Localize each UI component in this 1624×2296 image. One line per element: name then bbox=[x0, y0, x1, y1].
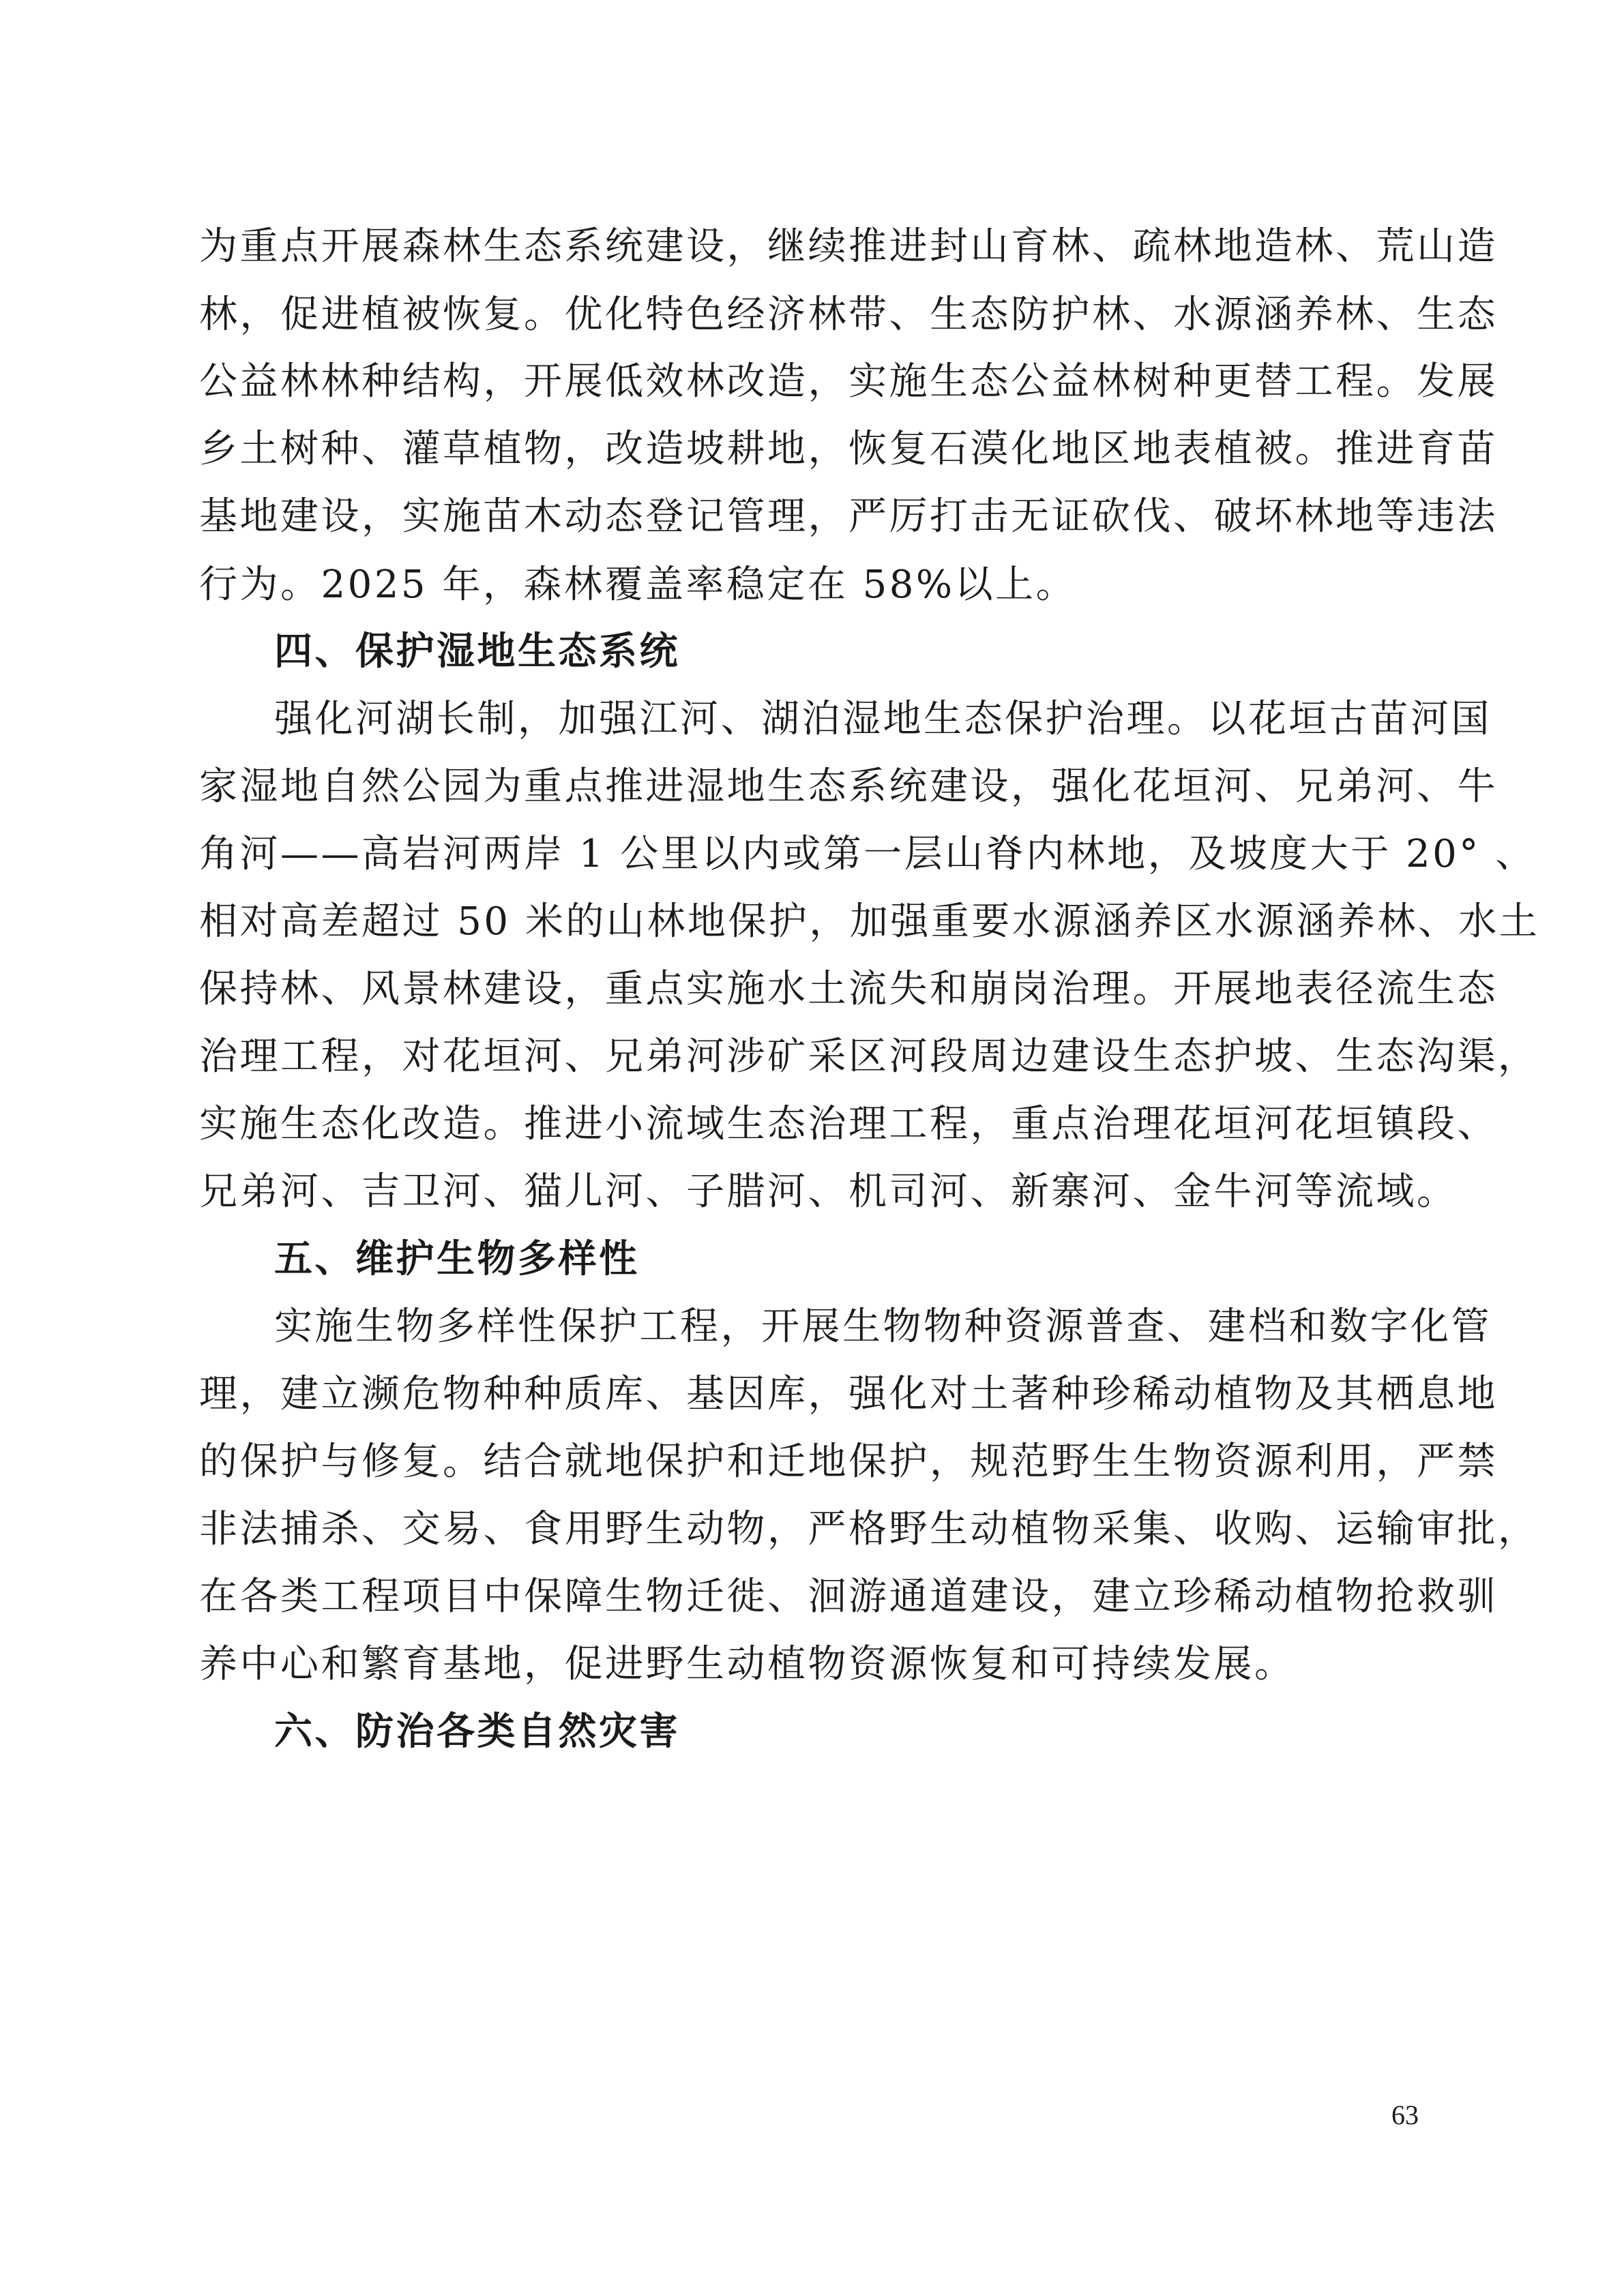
section-4-line-8: 兄弟河、吉卫河、猫儿河、子腊河、机司河、新寨河、金牛河等流域。 bbox=[199, 1169, 1458, 1214]
section-4-line-5: 保持林、风景林建设，重点实施水土流失和崩岗治理。开展地表径流生态 bbox=[199, 967, 1498, 1011]
section-5-line-3: 的保护与修复。结合就地保护和迁地保护，规范野生生物资源利用，严禁 bbox=[199, 1440, 1498, 1484]
section-5-heading: 五、维护生物多样性 bbox=[274, 1237, 640, 1281]
paragraph-1-line-3: 公益林林种结构，开展低效林改造，实施生态公益林树种更替工程。发展 bbox=[199, 359, 1498, 404]
section-4-line-1: 强化河湖长制，加强江河、湖泊湿地生态保护治理。以花垣古苗河国 bbox=[274, 697, 1492, 741]
paragraph-1-line-2: 林，促进植被恢复。优化特色经济林带、生态防护林、水源涵养林、生态 bbox=[199, 293, 1498, 337]
section-4-line-2: 家湿地自然公园为重点推进湿地生态系统建设，强化花垣河、兄弟河、牛 bbox=[199, 764, 1498, 809]
section-5-line-5: 在各类工程项目中保障生物迁徙、洄游通道建设，建立珍稀动植物抢救驯 bbox=[199, 1575, 1498, 1619]
section-6-heading: 六、防治各类自然灾害 bbox=[274, 1710, 680, 1754]
paragraph-1-line-5: 基地建设，实施苗木动态登记管理，严厉打击无证砍伐、破坏林地等违法 bbox=[199, 494, 1498, 539]
paragraph-1-line-6: 行为。2025 年，森林覆盖率稳定在 58%以上。 bbox=[199, 563, 1077, 607]
paragraph-1-line-4: 乡土树种、灌草植物，改造坡耕地，恢复石漠化地区地表植被。推进育苗 bbox=[199, 427, 1498, 471]
section-4-line-6: 治理工程，对花垣河、兄弟河涉矿采区河段周边建设生态护坡、生态沟渠， bbox=[199, 1034, 1539, 1079]
section-5-line-1: 实施生物多样性保护工程，开展生物物种资源普查、建档和数字化管 bbox=[274, 1304, 1492, 1349]
section-4-line-4: 相对高差超过 50 米的山林地保护，加强重要水源涵养区水源涵养林、水土 bbox=[199, 899, 1540, 944]
section-4-line-7: 实施生态化改造。推进小流域生态治理工程，重点治理花垣河花垣镇段、 bbox=[199, 1102, 1498, 1146]
page-number: 63 bbox=[1391, 2100, 1419, 2130]
section-5-line-4: 非法捕杀、交易、食用野生动物，严格野生动植物采集、收购、运输审批， bbox=[199, 1507, 1539, 1551]
paragraph-1-line-1: 为重点开展森林生态系统建设，继续推进封山育林、疏林地造林、荒山造 bbox=[199, 224, 1498, 269]
section-4-line-3: 角河——高岩河两岸 1 公里以内或第一层山脊内林地，及坡度大于 20° 、 bbox=[199, 832, 1536, 876]
section-5-line-6: 养中心和繁育基地，促进野生动植物资源恢复和可持续发展。 bbox=[199, 1642, 1295, 1686]
section-4-heading: 四、保护湿地生态系统 bbox=[274, 629, 680, 674]
section-5-line-2: 理，建立濒危物种种质库、基因库，强化对土著种珍稀动植物及其栖息地 bbox=[199, 1372, 1498, 1416]
